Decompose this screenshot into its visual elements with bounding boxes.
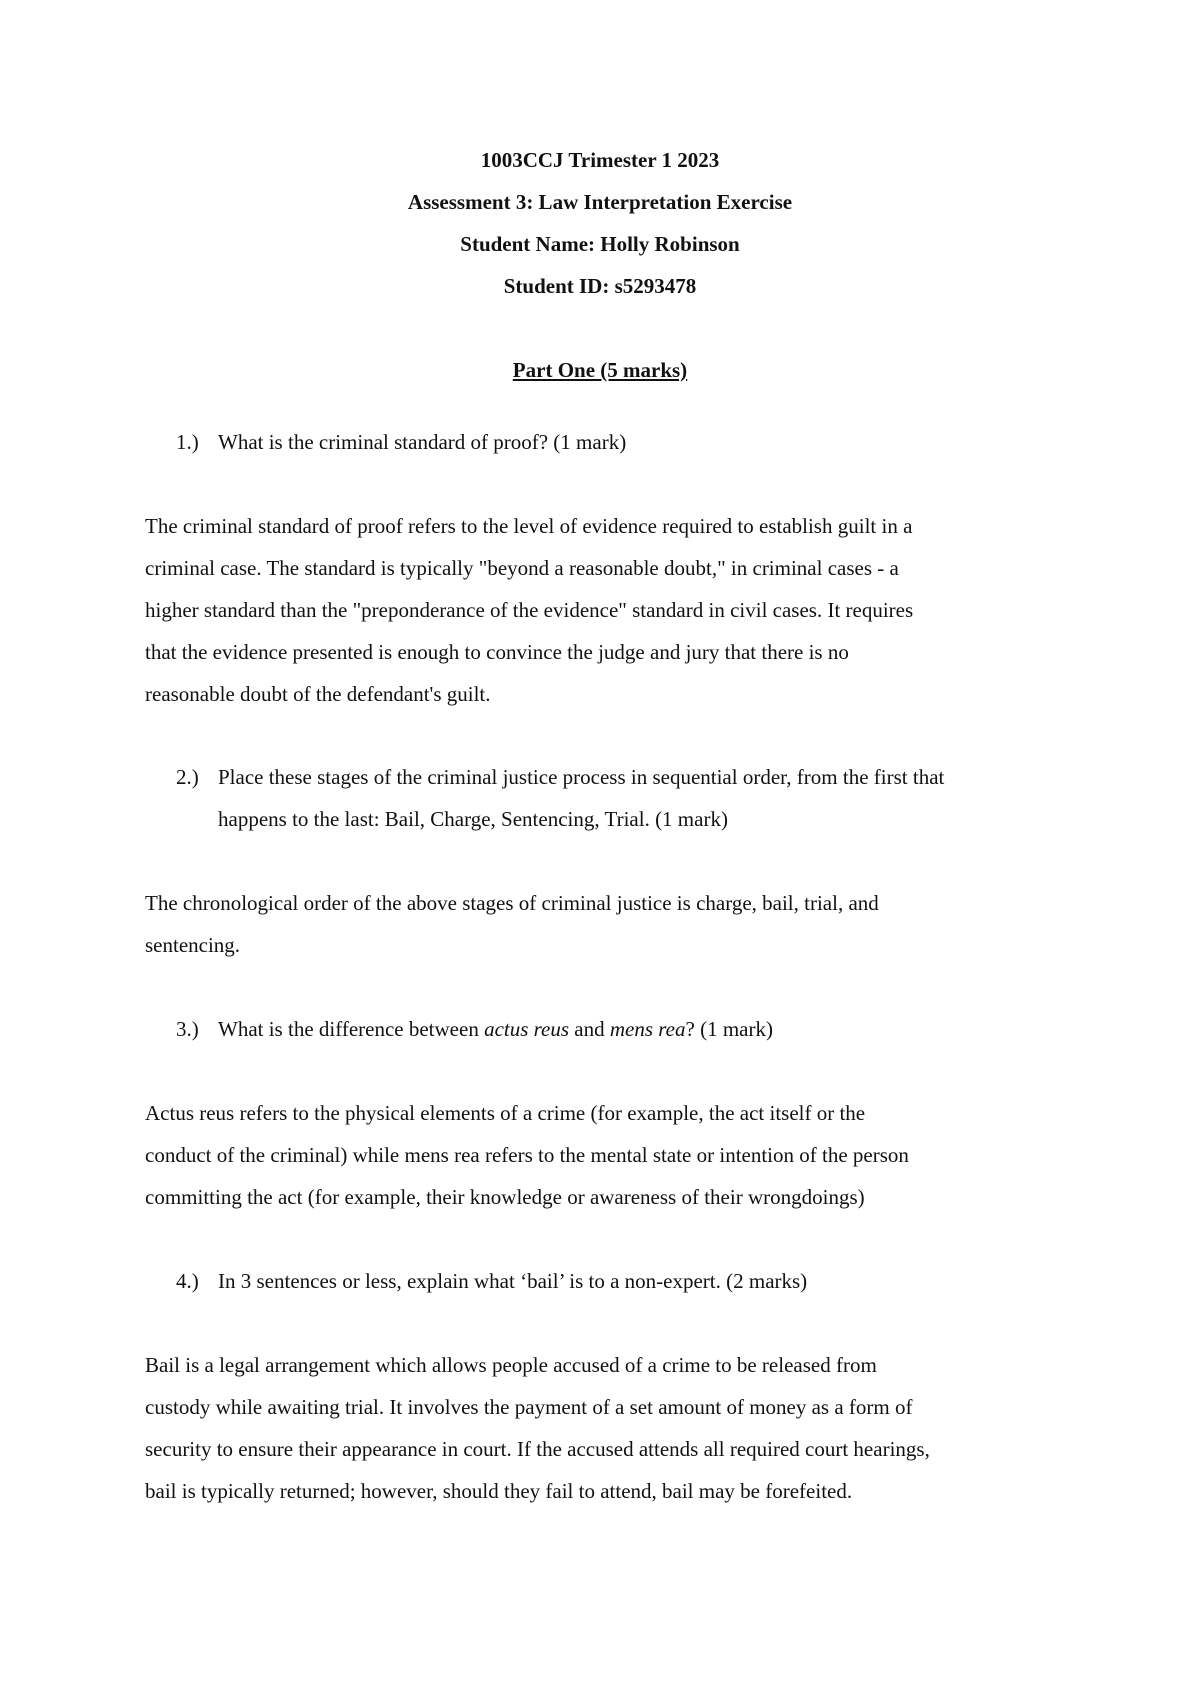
part-one-heading: Part One (5 marks) — [512, 358, 688, 382]
question-number: 4.) — [176, 1269, 199, 1293]
student-id: Student ID: s5293478 — [503, 274, 697, 298]
question-2 — [176, 756, 1076, 840]
question-text: What is the criminal standard of proof? (1 mark) — [218, 430, 627, 454]
answer-line: security to ensure their appearance in court. If the accused attends all required court hearings, — [145, 1437, 930, 1461]
answer-line: reasonable doubt of the defendant's guilt. — [145, 682, 491, 706]
question-text-part: What is the difference between — [218, 1017, 485, 1041]
assessment-title: Assessment 3: Law Interpretation Exercise — [407, 190, 793, 214]
question-number: 1.) — [176, 430, 199, 454]
course-title: 1003CCJ Trimester 1 2023 — [480, 148, 720, 172]
term-mens-rea: mens rea — [609, 1017, 686, 1041]
answer-line: custody while awaiting trial. It involves the payment of a set amount of money as a form of — [145, 1395, 913, 1419]
answer-line: The chronological order of the above stages of criminal justice is charge, bail, trial, and — [145, 891, 879, 915]
answer-3 — [145, 1092, 1075, 1218]
answer-line: The criminal standard of proof refers to the level of evidence required to establish guilt in a — [145, 514, 913, 538]
question-4 — [176, 1260, 1076, 1302]
question-text — [218, 756, 1076, 840]
term-actus-reus: actus reus — [484, 1017, 570, 1041]
question-text-line: happens to the last: Bail, Charge, Sentencing, Trial. (1 mark) — [218, 807, 728, 831]
answer-2 — [145, 882, 1075, 966]
answer-line: sentencing. — [145, 933, 241, 957]
question-text-line: Place these stages of the criminal justice process in sequential order, from the first that — [218, 765, 945, 789]
answer-line: higher standard than the "preponderance of the evidence" standard in civil cases. It requires — [145, 598, 914, 622]
question-number: 2.) — [176, 765, 199, 789]
answer-line: criminal case. The standard is typically "beyond a reasonable doubt," in criminal cases - a — [145, 556, 899, 580]
answer-line: Bail is a legal arrangement which allows people accused of a crime to be released from — [145, 1353, 877, 1377]
answer-line: committing the act (for example, their knowledge or awareness of their wrongdoings) — [145, 1185, 865, 1209]
answer-line: bail is typically returned; however, should they fail to attend, bail may be forefeited. — [145, 1479, 853, 1503]
student-name: Student Name: Holly Robinson — [460, 232, 740, 256]
question-text-part: ? (1 mark) — [685, 1017, 773, 1041]
question-1 — [176, 421, 1076, 463]
question-text: In 3 sentences or less, explain what ‘bail’ is to a non-expert. (2 marks) — [218, 1269, 808, 1293]
answer-line: Actus reus refers to the physical elements of a crime (for example, the act itself or the — [145, 1101, 866, 1125]
answer-line: conduct of the criminal) while mens rea refers to the mental state or intention of the person — [145, 1143, 909, 1167]
question-text — [218, 1008, 1076, 1050]
answer-4 — [145, 1344, 1075, 1512]
question-number: 3.) — [176, 1017, 199, 1041]
question-text-part: and — [569, 1017, 610, 1041]
answer-line: that the evidence presented is enough to convince the judge and jury that there is no — [145, 640, 849, 664]
answer-1 — [145, 505, 1075, 715]
question-3 — [176, 1008, 1076, 1050]
